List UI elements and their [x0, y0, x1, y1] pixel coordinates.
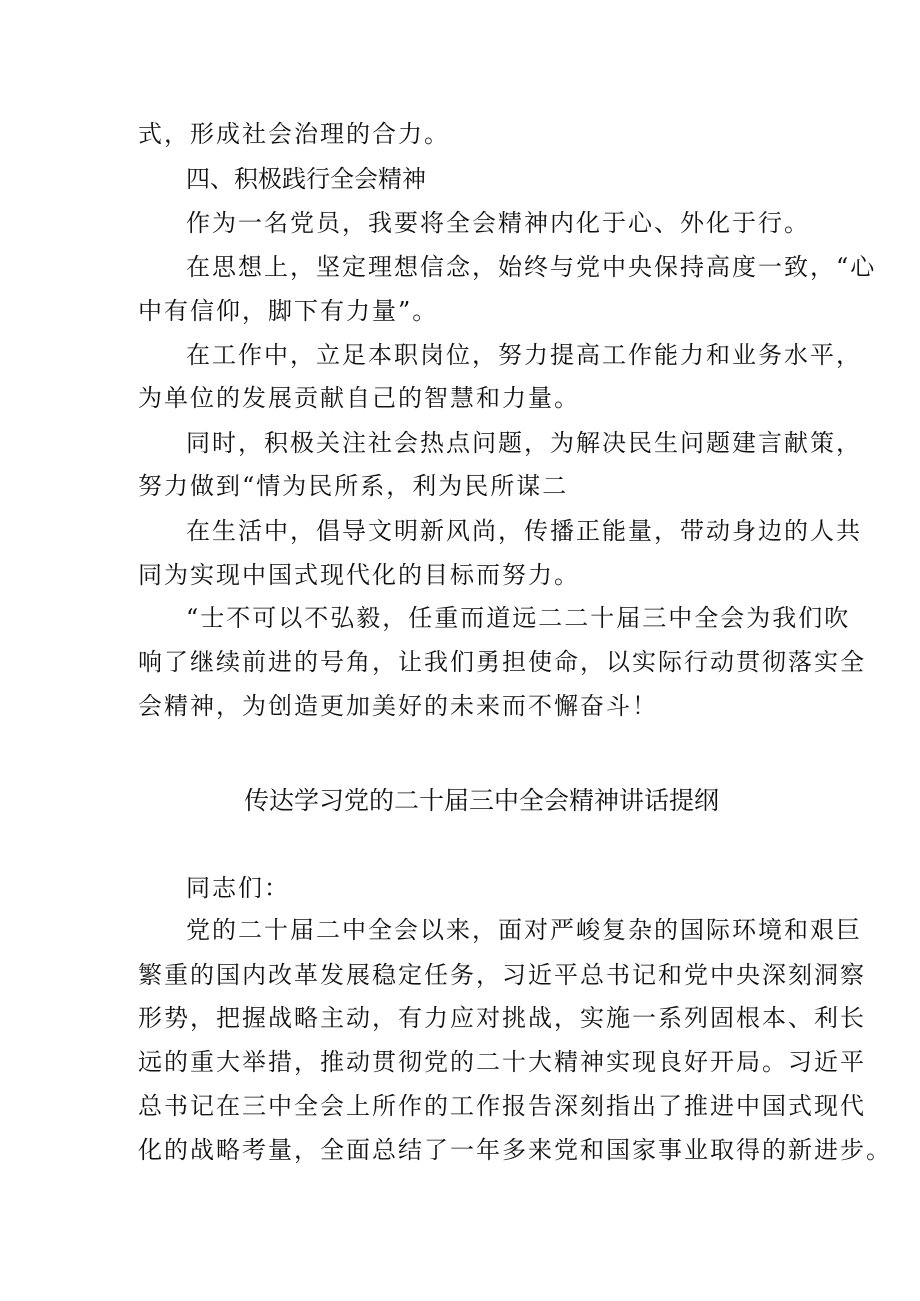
paragraph-line: 响了继续前进的号角，让我们勇担使命，以实际行动贯彻落实全 [138, 648, 866, 676]
paragraph-line: 在生活中，倡导文明新风尚，传播正能量，带动身边的人共 [186, 517, 862, 545]
paragraph-line: 远的重大举措，推动贯彻党的二十大精神实现良好开局。习近平 [138, 1048, 866, 1076]
paragraph-line: 总书记在三中全会上所作的工作报告深刻指出了推进中国式现代 [138, 1092, 866, 1120]
paragraph-line: 同为实现中国式现代化的目标而努力。 [138, 561, 580, 589]
salutation: 同志们： [186, 874, 290, 902]
paragraph-line: “士不可以不弘毅，任重而道远二二十届三中全会为我们吹 [186, 604, 851, 632]
paragraph-line: 在思想上，坚定理想信念，始终与党中央保持高度一致，“心 [186, 253, 877, 281]
document-title: 传达学习党的二十届三中全会精神讲话提纲 [244, 786, 720, 815]
paragraph-line: 为单位的发展贡献自己的智慧和力量。 [138, 384, 580, 412]
section-heading: 四、积极践行全会精神 [186, 165, 426, 193]
paragraph-line: 形势，把握战略主动，有力应对挑战，实施一系列固根本、利长 [138, 1004, 866, 1032]
paragraph-line: 化的战略考量，全面总结了一年多来党和国家事业取得的新进步。 [138, 1136, 892, 1164]
paragraph-line: 中有信仰，脚下有力量”。 [138, 297, 439, 325]
paragraph-line: 会精神，为创造更加美好的未来而不懈奋斗！ [138, 692, 658, 720]
paragraph-line: 作为一名党员，我要将全会精神内化于心、外化于行。 [186, 209, 810, 237]
paragraph-line: 式，形成社会治理的合力。 [138, 120, 450, 148]
paragraph-line: 同时，积极关注社会热点问题，为解决民生问题建言献策， [186, 429, 862, 457]
paragraph-line: 在工作中，立足本职岗位，努力提高工作能力和业务水平， [186, 341, 862, 369]
paragraph-line: 繁重的国内改革发展稳定任务，习近平总书记和党中央深刻洞察 [138, 961, 866, 989]
paragraph-line: 党的二十届二中全会以来，面对严峻复杂的国际环境和艰巨 [186, 916, 862, 944]
paragraph-line: 努力做到“情为民所系，利为民所谋二 [138, 472, 569, 500]
